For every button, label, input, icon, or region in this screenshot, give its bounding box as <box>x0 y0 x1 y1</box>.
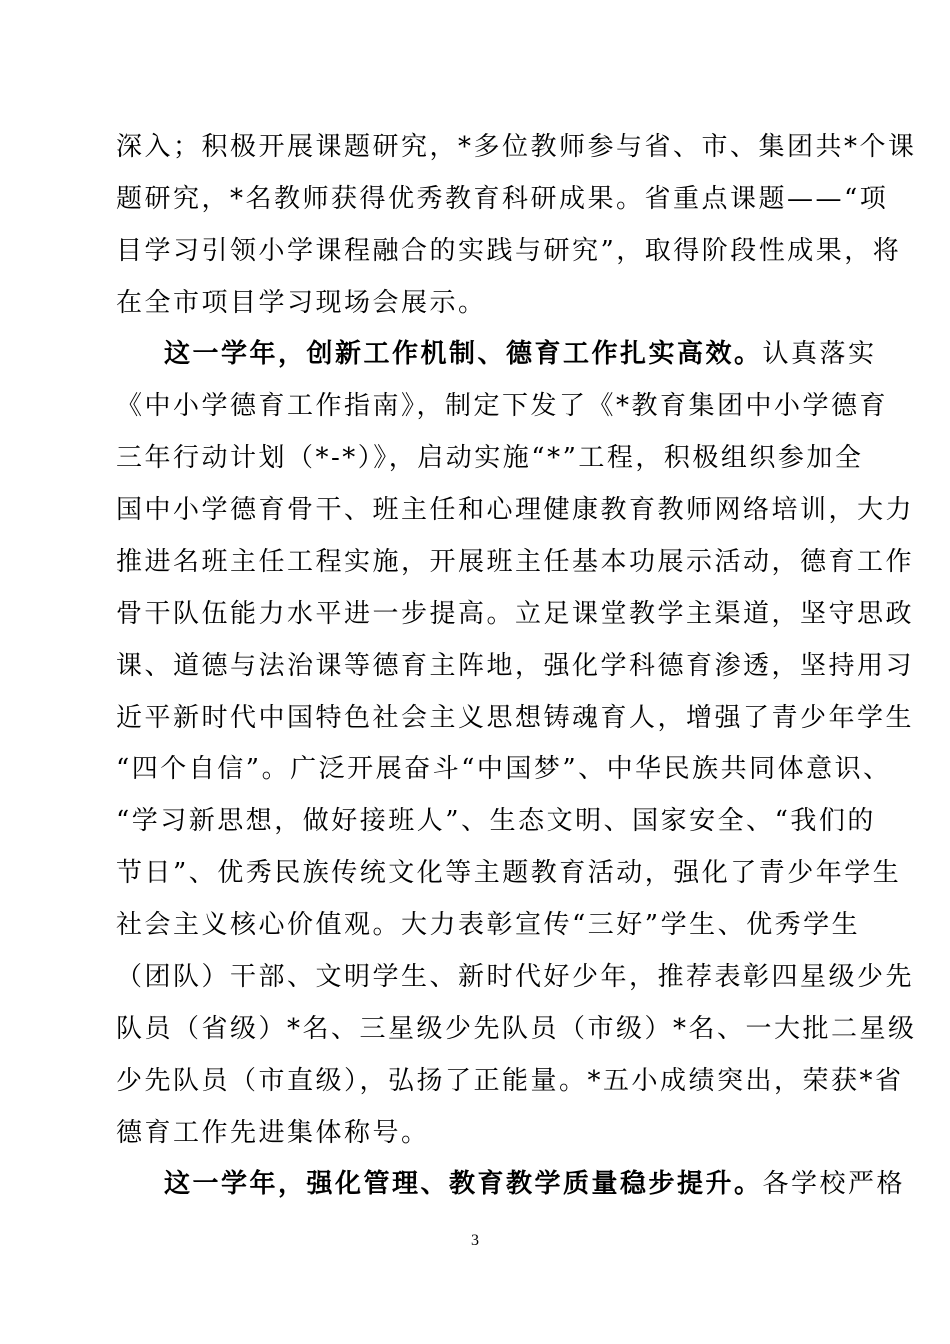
text-line <box>0 490 950 530</box>
text-line <box>0 1113 950 1153</box>
line-text: 课、道德与法治课等德育主阵地，强化学科德育渗透，坚持用习 <box>116 651 915 681</box>
text-line <box>0 957 950 997</box>
line-text: 《中小学德育工作指南》，制定下发了《*教育集团中小学德育 <box>116 391 889 421</box>
line-text: 深入；积极开展课题研究，*多位教师参与省、市、集团共*个课 <box>116 132 917 162</box>
text-line <box>0 438 950 478</box>
text-line <box>0 1061 950 1101</box>
text-line <box>0 594 950 634</box>
line-text: 认真落实 <box>762 339 877 369</box>
line-text: 少先队员（市直级），弘扬了正能量。*五小成绩突出，荣获*省 <box>116 1066 904 1096</box>
text-line <box>0 646 950 686</box>
text-line <box>0 127 950 167</box>
text-line <box>0 853 950 893</box>
text-line <box>0 542 950 582</box>
line-text: 德育工作先进集体称号。 <box>116 1118 430 1148</box>
line-text: “学习新思想，做好接班人”、生态文明、国家安全、“我们的 <box>116 806 876 836</box>
paragraph-heading: 这一学年，强化管理、教育教学质量稳步提升。 <box>164 1169 763 1199</box>
text-line <box>0 698 950 738</box>
text-line <box>0 386 950 426</box>
line-text: 社会主义核心价值观。大力表彰宣传“三好”学生、优秀学生 <box>116 910 861 940</box>
line-text: 国中小学德育骨干、班主任和心理健康教育教师网络培训，大力 <box>116 495 915 525</box>
text-line <box>0 334 950 374</box>
line-text: 三年行动计划（*-*）》，启动实施“*”工程，积极组织参加全 <box>116 443 864 473</box>
line-text: （团队）干部、文明学生、新时代好少年，推荐表彰四星级少先 <box>116 962 915 992</box>
line-text: 骨干队伍能力水平进一步提高。立足课堂教学主渠道，坚守思政 <box>116 599 915 629</box>
paragraph-heading: 这一学年，创新工作机制、德育工作扎实高效。 <box>164 339 763 369</box>
text-line <box>0 231 950 271</box>
text-line <box>0 905 950 945</box>
line-text: “四个自信”。广泛开展奋斗“中国梦”、中华民族共同体意识、 <box>116 754 892 784</box>
text-line <box>0 749 950 789</box>
line-text: 题研究，*名教师获得优秀教育科研成果。省重点课题——“项 <box>116 184 889 214</box>
line-text: 目学习引领小学课程融合的实践与研究”，取得阶段性成果，将 <box>116 236 902 266</box>
line-text: 节日”、优秀民族传统文化等主题教育活动，强化了青少年学生 <box>116 858 902 888</box>
line-text: 近平新时代中国特色社会主义思想铸魂育人，增强了青少年学生 <box>116 703 915 733</box>
text-line <box>0 179 950 219</box>
text-line <box>0 1009 950 1049</box>
line-text: 在全市项目学习现场会展示。 <box>116 288 487 318</box>
line-text: 推进名班主任工程实施，开展班主任基本功展示活动，德育工作 <box>116 547 915 577</box>
text-line <box>0 801 950 841</box>
text-line <box>0 283 950 323</box>
line-text: 队员（省级）*名、三星级少先队员（市级）*名、一大批二星级 <box>116 1014 917 1044</box>
text-line <box>0 1164 950 1204</box>
line-text: 各学校严格 <box>762 1169 906 1199</box>
page-number: 3 <box>471 1232 479 1249</box>
